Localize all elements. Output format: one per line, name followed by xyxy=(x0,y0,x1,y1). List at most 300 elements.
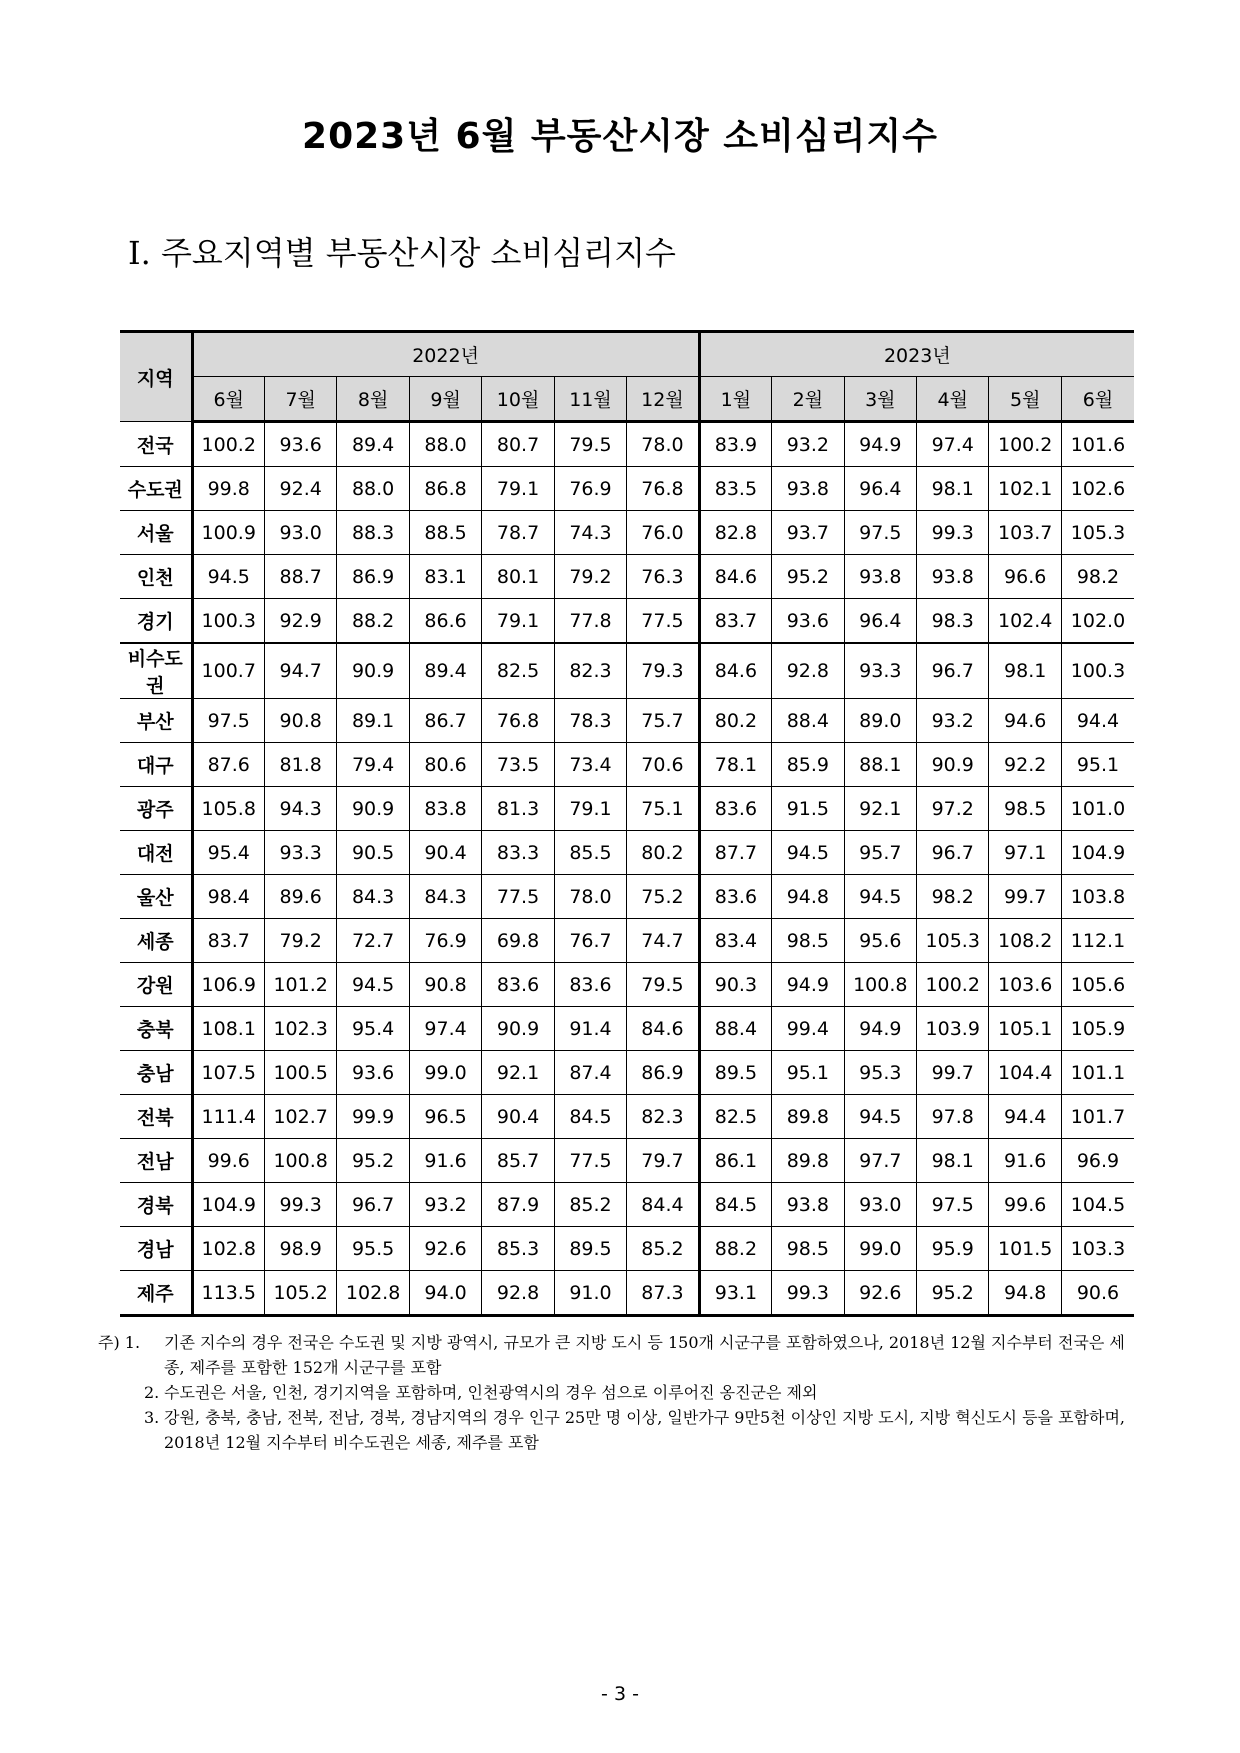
value-cell: 78.7 xyxy=(482,511,554,555)
month-header: 8월 xyxy=(337,377,409,422)
table-row xyxy=(120,1007,1134,1051)
table-row xyxy=(120,1183,1134,1227)
value-cell: 79.1 xyxy=(482,467,554,511)
value-cell: 95.4 xyxy=(192,831,264,875)
value-cell: 79.1 xyxy=(554,787,626,831)
value-cell: 99.7 xyxy=(917,1051,989,1095)
region-cell: 충북 xyxy=(120,1007,192,1051)
value-cell: 93.6 xyxy=(337,1051,409,1095)
value-cell: 108.2 xyxy=(989,919,1061,963)
value-cell: 85.7 xyxy=(482,1139,554,1183)
table-row xyxy=(120,919,1134,963)
table-row xyxy=(120,1139,1134,1183)
value-cell: 99.9 xyxy=(337,1095,409,1139)
value-cell: 83.6 xyxy=(699,787,771,831)
value-cell: 97.4 xyxy=(917,422,989,467)
value-cell: 91.5 xyxy=(772,787,844,831)
value-cell: 89.1 xyxy=(337,699,409,743)
region-cell: 인천 xyxy=(120,555,192,599)
value-cell: 83.3 xyxy=(482,831,554,875)
value-cell: 79.3 xyxy=(627,643,699,699)
value-cell: 80.1 xyxy=(482,555,554,599)
value-cell: 94.7 xyxy=(264,643,336,699)
table-row xyxy=(120,1271,1134,1316)
value-cell: 94.4 xyxy=(989,1095,1061,1139)
value-cell: 95.1 xyxy=(1061,743,1134,787)
region-cell: 충남 xyxy=(120,1051,192,1095)
value-cell: 100.8 xyxy=(844,963,916,1007)
value-cell: 96.7 xyxy=(337,1183,409,1227)
region-cell: 광주 xyxy=(120,787,192,831)
value-cell: 92.4 xyxy=(264,467,336,511)
value-cell: 82.8 xyxy=(699,511,771,555)
value-cell: 79.1 xyxy=(482,599,554,644)
region-cell: 대구 xyxy=(120,743,192,787)
value-cell: 92.2 xyxy=(989,743,1061,787)
value-cell: 97.7 xyxy=(844,1139,916,1183)
value-cell: 79.5 xyxy=(627,963,699,1007)
value-cell: 91.0 xyxy=(554,1271,626,1316)
value-cell: 105.9 xyxy=(1061,1007,1134,1051)
value-cell: 85.2 xyxy=(627,1227,699,1271)
value-cell: 100.2 xyxy=(917,963,989,1007)
value-cell: 99.6 xyxy=(989,1183,1061,1227)
value-cell: 89.6 xyxy=(264,875,336,919)
value-cell: 112.1 xyxy=(1061,919,1134,963)
table-row xyxy=(120,555,1134,599)
month-header: 2월 xyxy=(772,377,844,422)
value-cell: 96.4 xyxy=(844,467,916,511)
value-cell: 77.5 xyxy=(627,599,699,644)
value-cell: 104.9 xyxy=(192,1183,264,1227)
value-cell: 94.0 xyxy=(409,1271,481,1316)
footnote-text: 강원, 충북, 충남, 전북, 전남, 경북, 경남지역의 경우 인구 25만 명 이상, 일반가구 9만5천 이상인 지방 도시, 지방 혁신도시 등을 포함하며, 2018년 12월 지수부터 비수도권은 세종, 제주를 포함 xyxy=(164,1408,1126,1452)
value-cell: 97.5 xyxy=(917,1183,989,1227)
region-cell: 경남 xyxy=(120,1227,192,1271)
value-cell: 74.7 xyxy=(627,919,699,963)
value-cell: 83.1 xyxy=(409,555,481,599)
value-cell: 98.5 xyxy=(772,1227,844,1271)
value-cell: 83.7 xyxy=(192,919,264,963)
value-cell: 93.2 xyxy=(772,422,844,467)
value-cell: 105.2 xyxy=(264,1271,336,1316)
value-cell: 82.5 xyxy=(699,1095,771,1139)
region-cell: 대전 xyxy=(120,831,192,875)
year-header-2023: 2023년 xyxy=(699,332,1134,377)
value-cell: 99.3 xyxy=(917,511,989,555)
value-cell: 96.7 xyxy=(917,643,989,699)
table-row xyxy=(120,743,1134,787)
value-cell: 69.8 xyxy=(482,919,554,963)
value-cell: 82.3 xyxy=(554,643,626,699)
footnote-text: 기존 지수의 경우 전국은 수도권 및 지방 광역시, 규모가 큰 지방 도시 등 150개 시군구를 포함하였으나, 2018년 12월 지수부터 전국은 세종, 제주를 포함한 152개 시군구를 포함 xyxy=(164,1333,1125,1377)
table-row xyxy=(120,467,1134,511)
region-cell: 경기 xyxy=(120,599,192,644)
value-cell: 102.8 xyxy=(337,1271,409,1316)
value-cell: 100.3 xyxy=(192,599,264,644)
value-cell: 89.4 xyxy=(409,643,481,699)
value-cell: 92.8 xyxy=(772,643,844,699)
value-cell: 73.5 xyxy=(482,743,554,787)
value-cell: 99.8 xyxy=(192,467,264,511)
value-cell: 95.2 xyxy=(917,1271,989,1316)
value-cell: 95.1 xyxy=(772,1051,844,1095)
value-cell: 76.7 xyxy=(554,919,626,963)
value-cell: 88.4 xyxy=(772,699,844,743)
value-cell: 94.8 xyxy=(989,1271,1061,1316)
month-header: 5월 xyxy=(989,377,1061,422)
value-cell: 93.8 xyxy=(772,1183,844,1227)
value-cell: 79.7 xyxy=(627,1139,699,1183)
month-header: 7월 xyxy=(264,377,336,422)
value-cell: 100.5 xyxy=(264,1051,336,1095)
value-cell: 95.9 xyxy=(917,1227,989,1271)
value-cell: 77.8 xyxy=(554,599,626,644)
value-cell: 85.9 xyxy=(772,743,844,787)
value-cell: 86.6 xyxy=(409,599,481,644)
value-cell: 100.8 xyxy=(264,1139,336,1183)
value-cell: 100.9 xyxy=(192,511,264,555)
month-header: 10월 xyxy=(482,377,554,422)
value-cell: 99.0 xyxy=(409,1051,481,1095)
value-cell: 84.5 xyxy=(699,1183,771,1227)
value-cell: 87.9 xyxy=(482,1183,554,1227)
value-cell: 76.9 xyxy=(409,919,481,963)
value-cell: 76.8 xyxy=(627,467,699,511)
table-body xyxy=(120,422,1134,1316)
value-cell: 102.7 xyxy=(264,1095,336,1139)
value-cell: 88.2 xyxy=(699,1227,771,1271)
value-cell: 88.7 xyxy=(264,555,336,599)
value-cell: 75.7 xyxy=(627,699,699,743)
value-cell: 95.7 xyxy=(844,831,916,875)
value-cell: 91.4 xyxy=(554,1007,626,1051)
value-cell: 88.3 xyxy=(337,511,409,555)
value-cell: 108.1 xyxy=(192,1007,264,1051)
value-cell: 86.1 xyxy=(699,1139,771,1183)
value-cell: 96.6 xyxy=(989,555,1061,599)
value-cell: 104.9 xyxy=(1061,831,1134,875)
value-cell: 104.5 xyxy=(1061,1183,1134,1227)
value-cell: 87.6 xyxy=(192,743,264,787)
month-header-row xyxy=(120,377,1134,422)
value-cell: 92.9 xyxy=(264,599,336,644)
value-cell: 93.0 xyxy=(844,1183,916,1227)
value-cell: 86.7 xyxy=(409,699,481,743)
value-cell: 98.1 xyxy=(989,643,1061,699)
table-row xyxy=(120,1227,1134,1271)
value-cell: 84.4 xyxy=(627,1183,699,1227)
value-cell: 94.5 xyxy=(844,875,916,919)
value-cell: 99.4 xyxy=(772,1007,844,1051)
value-cell: 78.0 xyxy=(554,875,626,919)
value-cell: 92.1 xyxy=(482,1051,554,1095)
value-cell: 86.8 xyxy=(409,467,481,511)
value-cell: 96.4 xyxy=(844,599,916,644)
value-cell: 106.9 xyxy=(192,963,264,1007)
value-cell: 100.3 xyxy=(1061,643,1134,699)
value-cell: 90.9 xyxy=(482,1007,554,1051)
value-cell: 102.4 xyxy=(989,599,1061,644)
value-cell: 88.1 xyxy=(844,743,916,787)
value-cell: 92.8 xyxy=(482,1271,554,1316)
value-cell: 93.1 xyxy=(699,1271,771,1316)
table-row xyxy=(120,511,1134,555)
footnote-prefix: 3. xyxy=(144,1408,160,1427)
value-cell: 81.3 xyxy=(482,787,554,831)
value-cell: 88.0 xyxy=(337,467,409,511)
value-cell: 99.0 xyxy=(844,1227,916,1271)
value-cell: 88.5 xyxy=(409,511,481,555)
footnote-3 xyxy=(120,1405,1140,1455)
table-row xyxy=(120,875,1134,919)
value-cell: 111.4 xyxy=(192,1095,264,1139)
value-cell: 94.5 xyxy=(192,555,264,599)
value-cell: 88.0 xyxy=(409,422,481,467)
footnote-prefix: 주) 1. xyxy=(98,1333,141,1352)
table-row xyxy=(120,1095,1134,1139)
value-cell: 88.4 xyxy=(699,1007,771,1051)
footnote-1 xyxy=(98,1330,1140,1380)
value-cell: 85.3 xyxy=(482,1227,554,1271)
value-cell: 90.9 xyxy=(337,643,409,699)
value-cell: 89.5 xyxy=(699,1051,771,1095)
value-cell: 94.9 xyxy=(772,963,844,1007)
value-cell: 83.6 xyxy=(482,963,554,1007)
value-cell: 94.4 xyxy=(1061,699,1134,743)
value-cell: 98.5 xyxy=(989,787,1061,831)
table-row xyxy=(120,422,1134,467)
table-row xyxy=(120,787,1134,831)
value-cell: 107.5 xyxy=(192,1051,264,1095)
value-cell: 98.1 xyxy=(917,467,989,511)
value-cell: 97.2 xyxy=(917,787,989,831)
value-cell: 103.3 xyxy=(1061,1227,1134,1271)
value-cell: 94.3 xyxy=(264,787,336,831)
value-cell: 89.0 xyxy=(844,699,916,743)
value-cell: 103.7 xyxy=(989,511,1061,555)
value-cell: 104.4 xyxy=(989,1051,1061,1095)
value-cell: 97.4 xyxy=(409,1007,481,1051)
value-cell: 83.7 xyxy=(699,599,771,644)
value-cell: 90.4 xyxy=(409,831,481,875)
section-title: Ⅰ. 주요지역별 부동산시장 소비심리지수 xyxy=(128,234,676,272)
value-cell: 77.5 xyxy=(554,1139,626,1183)
value-cell: 92.6 xyxy=(409,1227,481,1271)
region-cell: 서울 xyxy=(120,511,192,555)
value-cell: 105.1 xyxy=(989,1007,1061,1051)
value-cell: 89.8 xyxy=(772,1095,844,1139)
value-cell: 80.2 xyxy=(627,831,699,875)
index-table xyxy=(120,330,1134,1317)
value-cell: 93.8 xyxy=(844,555,916,599)
value-cell: 93.6 xyxy=(264,422,336,467)
region-cell: 세종 xyxy=(120,919,192,963)
value-cell: 101.1 xyxy=(1061,1051,1134,1095)
value-cell: 83.6 xyxy=(554,963,626,1007)
table-row xyxy=(120,1051,1134,1095)
value-cell: 95.5 xyxy=(337,1227,409,1271)
value-cell: 98.5 xyxy=(772,919,844,963)
region-cell: 전국 xyxy=(120,422,192,467)
value-cell: 83.4 xyxy=(699,919,771,963)
value-cell: 89.8 xyxy=(772,1139,844,1183)
value-cell: 98.9 xyxy=(264,1227,336,1271)
value-cell: 72.7 xyxy=(337,919,409,963)
value-cell: 83.5 xyxy=(699,467,771,511)
month-header: 9월 xyxy=(409,377,481,422)
year-header-2022: 2022년 xyxy=(192,332,699,377)
value-cell: 100.2 xyxy=(989,422,1061,467)
value-cell: 84.6 xyxy=(627,1007,699,1051)
month-header: 6월 xyxy=(192,377,264,422)
value-cell: 92.1 xyxy=(844,787,916,831)
value-cell: 85.2 xyxy=(554,1183,626,1227)
value-cell: 93.6 xyxy=(772,599,844,644)
value-cell: 76.9 xyxy=(554,467,626,511)
value-cell: 90.9 xyxy=(337,787,409,831)
value-cell: 105.6 xyxy=(1061,963,1134,1007)
value-cell: 75.2 xyxy=(627,875,699,919)
value-cell: 81.8 xyxy=(264,743,336,787)
value-cell: 93.3 xyxy=(264,831,336,875)
value-cell: 86.9 xyxy=(337,555,409,599)
page-number: - 3 - xyxy=(601,1683,639,1705)
value-cell: 93.2 xyxy=(917,699,989,743)
value-cell: 84.3 xyxy=(409,875,481,919)
table-row xyxy=(120,643,1134,699)
value-cell: 101.5 xyxy=(989,1227,1061,1271)
value-cell: 98.2 xyxy=(1061,555,1134,599)
value-cell: 86.9 xyxy=(627,1051,699,1095)
region-cell: 전북 xyxy=(120,1095,192,1139)
value-cell: 94.6 xyxy=(989,699,1061,743)
value-cell: 94.8 xyxy=(772,875,844,919)
value-cell: 95.2 xyxy=(337,1139,409,1183)
value-cell: 90.9 xyxy=(917,743,989,787)
value-cell: 74.3 xyxy=(554,511,626,555)
footnotes xyxy=(98,1330,1140,1455)
month-header: 12월 xyxy=(627,377,699,422)
value-cell: 92.6 xyxy=(844,1271,916,1316)
value-cell: 105.3 xyxy=(1061,511,1134,555)
value-cell: 99.7 xyxy=(989,875,1061,919)
table-row xyxy=(120,831,1134,875)
value-cell: 93.2 xyxy=(409,1183,481,1227)
value-cell: 97.8 xyxy=(917,1095,989,1139)
value-cell: 84.6 xyxy=(699,643,771,699)
value-cell: 80.2 xyxy=(699,699,771,743)
value-cell: 82.5 xyxy=(482,643,554,699)
value-cell: 93.0 xyxy=(264,511,336,555)
value-cell: 89.4 xyxy=(337,422,409,467)
year-header-row xyxy=(120,332,1134,377)
value-cell: 105.3 xyxy=(917,919,989,963)
month-header: 1월 xyxy=(699,377,771,422)
region-cell: 부산 xyxy=(120,699,192,743)
value-cell: 90.8 xyxy=(264,699,336,743)
value-cell: 70.6 xyxy=(627,743,699,787)
value-cell: 76.8 xyxy=(482,699,554,743)
value-cell: 101.0 xyxy=(1061,787,1134,831)
value-cell: 91.6 xyxy=(409,1139,481,1183)
value-cell: 87.4 xyxy=(554,1051,626,1095)
value-cell: 73.4 xyxy=(554,743,626,787)
value-cell: 87.3 xyxy=(627,1271,699,1316)
value-cell: 102.0 xyxy=(1061,599,1134,644)
value-cell: 96.7 xyxy=(917,831,989,875)
value-cell: 80.7 xyxy=(482,422,554,467)
value-cell: 78.3 xyxy=(554,699,626,743)
value-cell: 96.5 xyxy=(409,1095,481,1139)
month-header: 6월 xyxy=(1061,377,1134,422)
value-cell: 93.8 xyxy=(772,467,844,511)
value-cell: 101.6 xyxy=(1061,422,1134,467)
value-cell: 101.7 xyxy=(1061,1095,1134,1139)
value-cell: 94.5 xyxy=(844,1095,916,1139)
value-cell: 102.8 xyxy=(192,1227,264,1271)
value-cell: 99.3 xyxy=(264,1183,336,1227)
value-cell: 102.6 xyxy=(1061,467,1134,511)
value-cell: 78.1 xyxy=(699,743,771,787)
value-cell: 98.2 xyxy=(917,875,989,919)
value-cell: 84.3 xyxy=(337,875,409,919)
month-header: 11월 xyxy=(554,377,626,422)
value-cell: 77.5 xyxy=(482,875,554,919)
value-cell: 95.3 xyxy=(844,1051,916,1095)
region-column-header: 지역 xyxy=(120,332,192,422)
value-cell: 90.4 xyxy=(482,1095,554,1139)
region-cell: 경북 xyxy=(120,1183,192,1227)
value-cell: 82.3 xyxy=(627,1095,699,1139)
value-cell: 90.5 xyxy=(337,831,409,875)
value-cell: 97.5 xyxy=(192,699,264,743)
region-cell: 강원 xyxy=(120,963,192,1007)
value-cell: 103.9 xyxy=(917,1007,989,1051)
value-cell: 79.5 xyxy=(554,422,626,467)
value-cell: 105.8 xyxy=(192,787,264,831)
value-cell: 100.2 xyxy=(192,422,264,467)
value-cell: 76.0 xyxy=(627,511,699,555)
value-cell: 83.6 xyxy=(699,875,771,919)
footnote-2 xyxy=(120,1380,1140,1405)
value-cell: 98.1 xyxy=(917,1139,989,1183)
value-cell: 100.7 xyxy=(192,643,264,699)
value-cell: 80.6 xyxy=(409,743,481,787)
value-cell: 83.9 xyxy=(699,422,771,467)
value-cell: 97.5 xyxy=(844,511,916,555)
value-cell: 87.7 xyxy=(699,831,771,875)
region-cell: 비수도권 xyxy=(120,643,192,699)
region-cell: 전남 xyxy=(120,1139,192,1183)
region-cell: 수도권 xyxy=(120,467,192,511)
region-cell: 제주 xyxy=(120,1271,192,1316)
value-cell: 97.1 xyxy=(989,831,1061,875)
value-cell: 102.3 xyxy=(264,1007,336,1051)
value-cell: 95.4 xyxy=(337,1007,409,1051)
region-cell: 울산 xyxy=(120,875,192,919)
value-cell: 79.2 xyxy=(554,555,626,599)
value-cell: 94.5 xyxy=(337,963,409,1007)
value-cell: 103.6 xyxy=(989,963,1061,1007)
month-header: 4월 xyxy=(917,377,989,422)
value-cell: 84.5 xyxy=(554,1095,626,1139)
month-header: 3월 xyxy=(844,377,916,422)
value-cell: 101.2 xyxy=(264,963,336,1007)
table-row xyxy=(120,599,1134,644)
value-cell: 85.5 xyxy=(554,831,626,875)
value-cell: 113.5 xyxy=(192,1271,264,1316)
